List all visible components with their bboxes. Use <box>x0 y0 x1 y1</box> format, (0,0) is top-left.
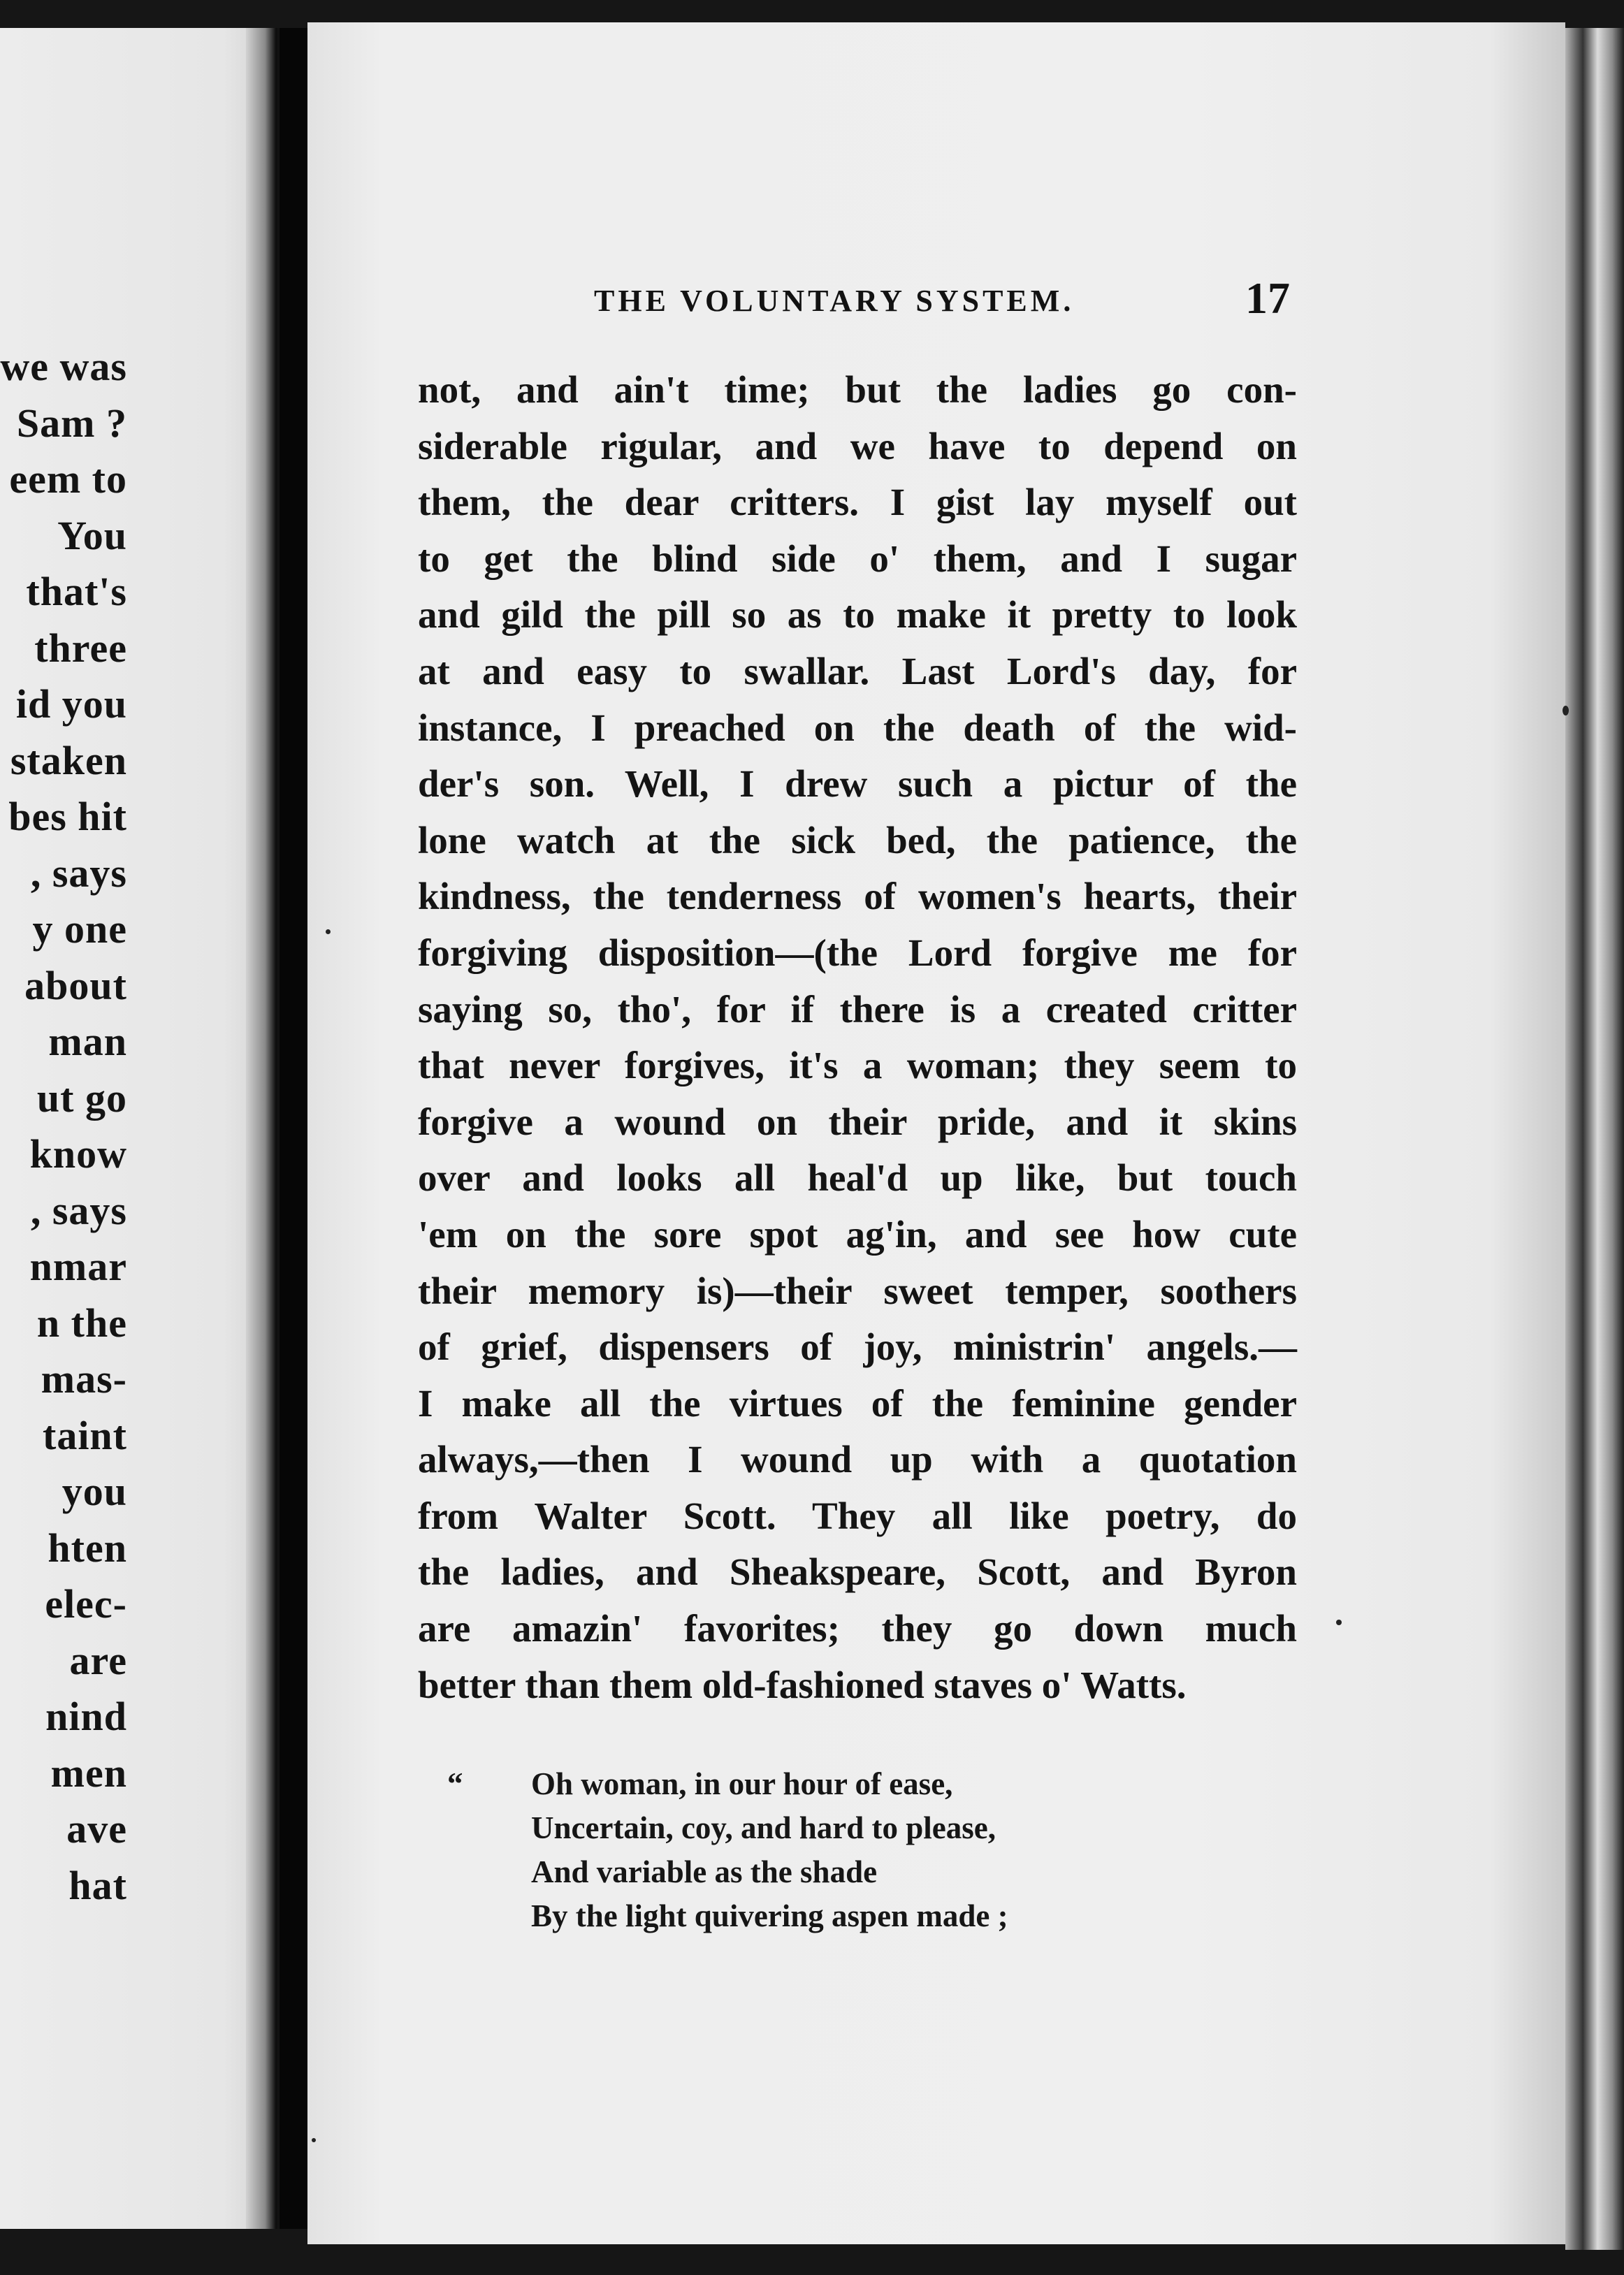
left-line: hten <box>48 1525 127 1571</box>
verse-open-quote: “ <box>447 1766 463 1801</box>
left-line: ut go <box>36 1075 127 1121</box>
text-line: them, the dear critters. I gist lay myself out <box>418 481 1297 524</box>
text-line: of grief, dispensers of joy, ministrin' angels.— <box>418 1325 1297 1369</box>
left-line: ave <box>66 1806 127 1852</box>
left-line: bes hit <box>8 794 127 839</box>
text-line: siderable rigular, and we have to depend on <box>418 424 1297 467</box>
left-line: Sam ? <box>16 400 127 446</box>
ink-speck <box>312 2138 316 2142</box>
verse-quotation <box>447 1762 1008 1938</box>
text-line: the ladies, and Sheakspeare, Scott, and Byron <box>418 1550 1297 1594</box>
text-line: saying so, tho', for if there is a created critter <box>418 987 1297 1031</box>
left-line: man <box>48 1019 127 1064</box>
text-line: instance, I preached on the death of the wid- <box>418 706 1297 749</box>
text-line: 'em on the sore spot ag'in, and see how cute <box>418 1212 1297 1256</box>
text-line: from Walter Scott. They all like poetry, do <box>418 1494 1297 1537</box>
verse-line: Oh woman, in our hour of ease, <box>531 1766 953 1801</box>
text-line: to get the blind side o' them, and I sugar <box>418 537 1297 580</box>
text-line: at and easy to swallar. Last Lord's day, for <box>418 649 1297 692</box>
left-line: staken <box>10 737 127 783</box>
text-line: forgiving disposition—(the Lord forgive me for <box>418 931 1297 974</box>
text-line: that never forgives, it's a woman; they seem to <box>418 1044 1297 1087</box>
left-line: are <box>69 1637 127 1683</box>
left-line: you <box>61 1469 127 1514</box>
page-edge <box>1565 28 1624 2250</box>
ink-speck <box>326 929 331 934</box>
text-line: I make all the virtues of the feminine gender <box>418 1381 1297 1425</box>
left-line: three <box>34 625 127 671</box>
left-line: y one <box>32 906 127 952</box>
left-line: , says <box>30 1187 127 1233</box>
text-line: not, and ain't time; but the ladies go con- <box>418 368 1297 411</box>
verse-line: By the light quivering aspen made ; <box>531 1898 1008 1933</box>
left-line: , says <box>30 850 127 896</box>
left-line: id you <box>15 681 127 727</box>
verse-line: And variable as the shade <box>531 1854 878 1889</box>
left-line: about <box>24 962 127 1008</box>
left-line: eem to <box>9 456 127 502</box>
text-line: better than them old-fashioned staves o' Watts. <box>418 1663 1187 1706</box>
text-line: lone watch at the sick bed, the patience, the <box>418 818 1297 862</box>
left-line: men <box>50 1750 127 1796</box>
verse-line: Uncertain, coy, and hard to please, <box>531 1810 996 1845</box>
running-head: THE VOLUNTARY SYSTEM. <box>594 284 1075 318</box>
text-line: their memory is)—their sweet temper, soothers <box>418 1269 1297 1312</box>
text-line: kindness, the tenderness of women's hearts, their <box>418 875 1297 918</box>
left-page <box>0 28 280 2229</box>
text-line: are amazin' favorites; they go down much <box>418 1607 1297 1650</box>
body-text <box>418 362 1297 1713</box>
text-line: over and looks all heal'd up like, but touch <box>418 1156 1297 1200</box>
left-line: n the <box>36 1300 127 1346</box>
text-line: forgive a wound on their pride, and it skins <box>418 1100 1297 1143</box>
left-line: that's <box>26 569 127 614</box>
left-line: we was <box>0 344 127 389</box>
left-line: You <box>57 512 127 558</box>
left-line: hat <box>68 1862 127 1908</box>
text-line: and gild the pill so as to make it pretty to look <box>418 593 1297 637</box>
left-line: mas- <box>41 1356 127 1402</box>
left-line: elec- <box>45 1581 127 1627</box>
left-line: taint <box>43 1412 127 1458</box>
text-line: always,—then I wound up with a quotation <box>418 1438 1297 1481</box>
left-line: know <box>29 1131 127 1177</box>
ink-speck <box>1563 706 1569 715</box>
left-page-text-fragments <box>0 339 127 1914</box>
text-line: der's son. Well, I drew such a pictur of the <box>418 762 1297 806</box>
page-number: 17 <box>1245 273 1290 323</box>
left-line: nmar <box>29 1244 127 1289</box>
ink-speck <box>1336 1620 1342 1625</box>
left-line: nind <box>45 1694 127 1739</box>
